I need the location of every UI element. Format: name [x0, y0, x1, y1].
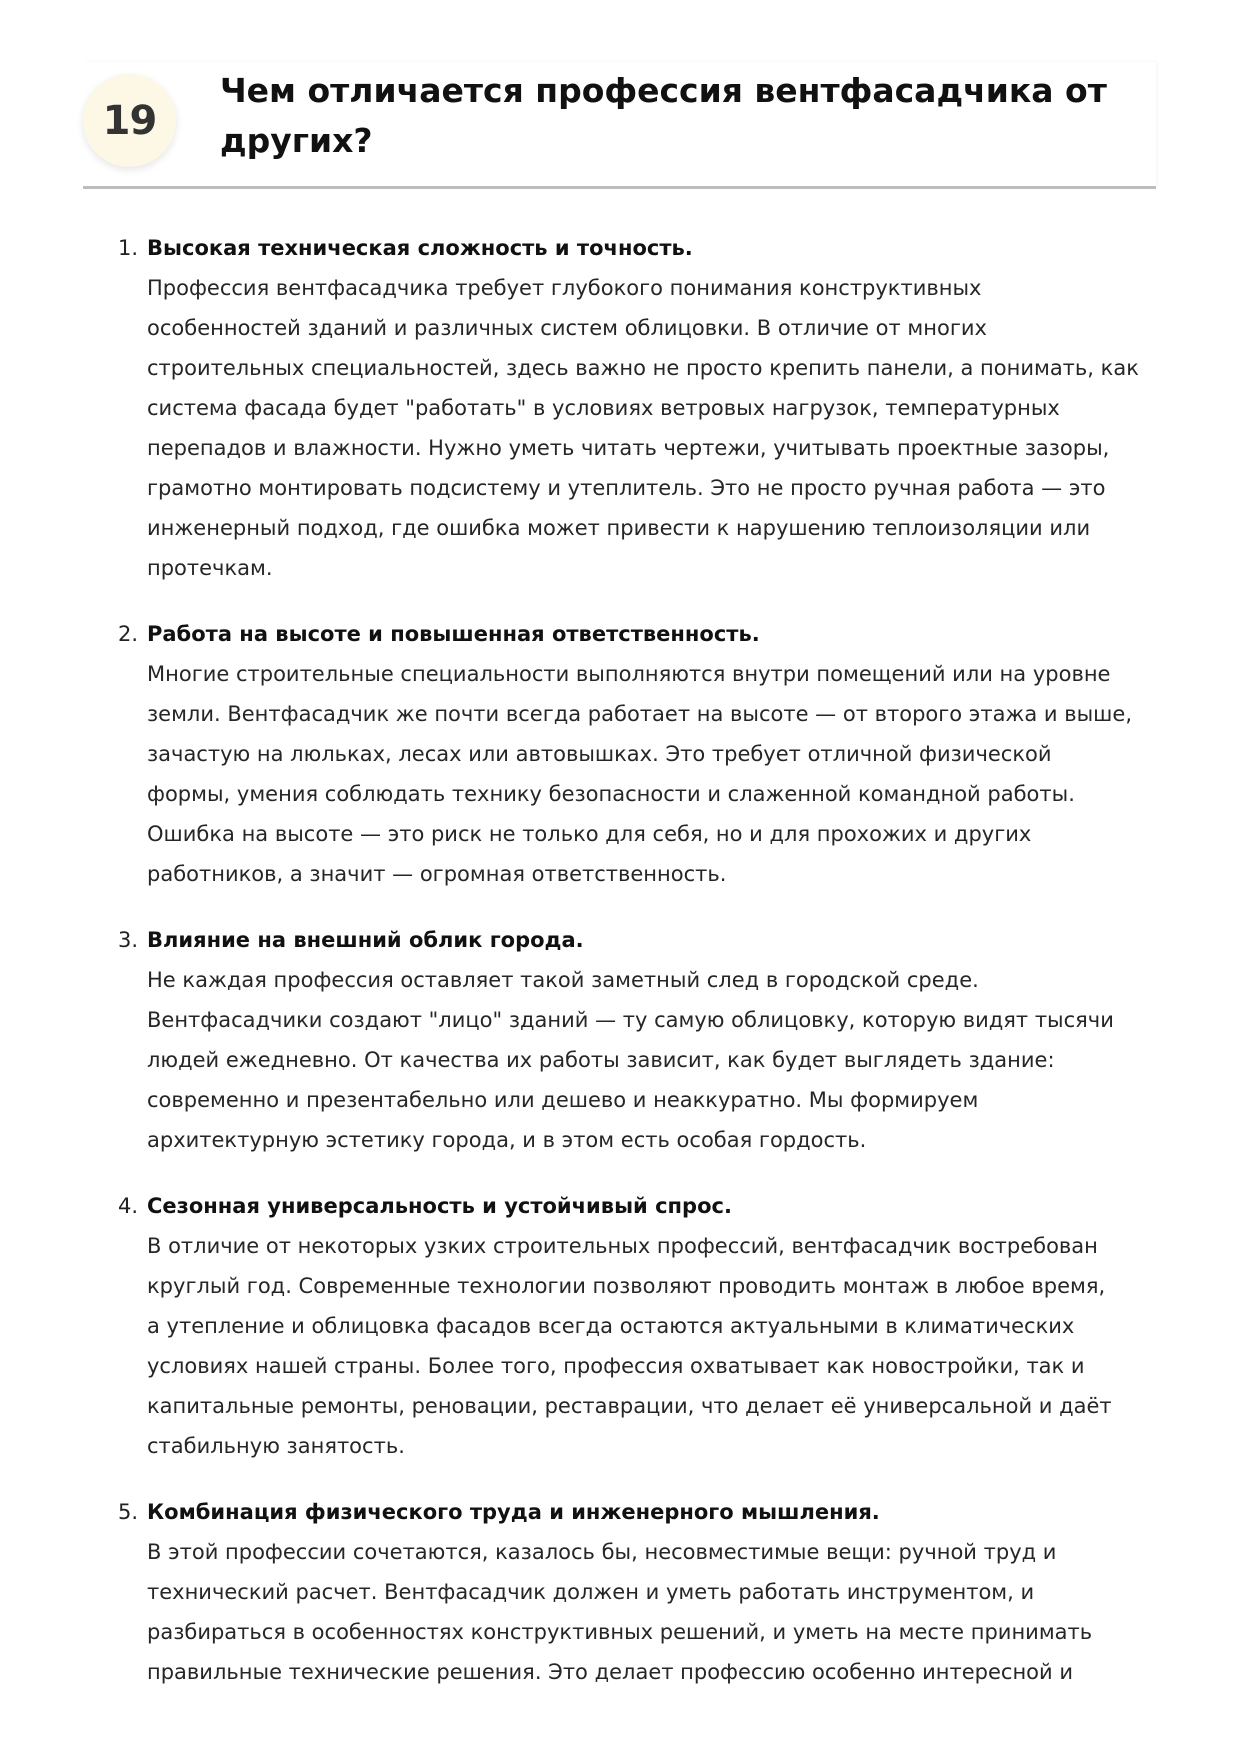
text-line: Многие строительные специальности выполняются внутри помещений или на уровне [147, 662, 1111, 686]
text-line: особенностей зданий и различных систем облицовки. В отличие от многих [147, 316, 987, 340]
item-body [147, 1226, 1168, 1466]
title-line: Чем отличается профессия вентфасадчика от [220, 71, 1107, 110]
text-line: система фасада будет "работать" в условиях ветровых нагрузок, температурных [147, 396, 1060, 420]
text-line: перепадов и влажности. Нужно уметь читать чертежи, учитывать проектные зазоры, [147, 436, 1110, 460]
item-number: 2. [118, 622, 139, 646]
item-heading: Сезонная универсальность и устойчивый спрос. [147, 1194, 732, 1218]
text-line: Не каждая профессия оставляет такой заметный след в городской среде. [147, 968, 979, 992]
item-body [147, 654, 1168, 894]
text-line: условиях нашей страны. Более того, профессия охватывает как новостройки, так и [147, 1354, 1085, 1378]
item-number: 4. [118, 1194, 139, 1218]
item-number: 1. [118, 236, 139, 260]
text-line: капитальные ремонты, реновации, реставрации, что делает её универсальной и даёт [147, 1394, 1112, 1418]
text-line: а утепление и облицовка фасадов всегда остаются актуальными в климатических [147, 1314, 1075, 1338]
text-line: земли. Вентфасадчик же почти всегда работает на высоте — от второго этажа и выше, [147, 702, 1132, 726]
text-line: строительных специальностей, здесь важно не просто крепить панели, а понимать, как [147, 356, 1139, 380]
text-line: формы, умения соблюдать технику безопасности и слаженной командной работы. [147, 782, 1075, 806]
article-body [118, 228, 1168, 1718]
text-line: В отличие от некоторых узких строительных профессий, вентфасадчик востребован [147, 1234, 1098, 1258]
item-body [147, 1532, 1168, 1692]
list-item [118, 920, 1168, 1160]
item-number: 3. [118, 928, 139, 952]
text-line: разбираться в особенностях конструктивных решений, и уметь на месте принимать [147, 1620, 1093, 1644]
text-line: технический расчет. Вентфасадчик должен и уметь работать инструментом, и [147, 1580, 1035, 1604]
text-line: людей ежедневно. От качества их работы зависит, как будет выглядеть здание: [147, 1048, 1055, 1072]
item-heading: Работа на высоте и повышенная ответственность. [147, 622, 760, 646]
text-line: круглый год. Современные технологии позволяют проводить монтаж в любое время, [147, 1274, 1106, 1298]
item-heading: Комбинация физического труда и инженерного мышления. [147, 1500, 880, 1524]
section-header [83, 62, 1156, 189]
list-item [118, 1186, 1168, 1466]
text-line: архитектурную эстетику города, и в этом есть особая гордость. [147, 1128, 867, 1152]
text-line: В этой профессии сочетаются, казалось бы, несовместимые вещи: ручной труд и [147, 1540, 1057, 1564]
text-line: стабильную занятость. [147, 1434, 405, 1458]
item-heading: Высокая техническая сложность и точность. [147, 236, 693, 260]
list-item [118, 1492, 1168, 1692]
item-heading: Влияние на внешний облик города. [147, 928, 584, 952]
text-line: грамотно монтировать подсистему и утеплитель. Это не просто ручная работа — это [147, 476, 1106, 500]
page-title [220, 66, 1120, 166]
list-item [118, 614, 1168, 894]
item-number: 5. [118, 1500, 139, 1524]
list-item [118, 228, 1168, 588]
text-line: зачастую на люльках, лесах или автовышках. Это требует отличной физической [147, 742, 1052, 766]
text-line: протечкам. [147, 556, 273, 580]
text-line: инженерный подход, где ошибка может привести к нарушению теплоизоляции или [147, 516, 1091, 540]
numbered-list [118, 228, 1168, 1692]
text-line: современно и презентабельно или дешево и неаккуратно. Мы формируем [147, 1088, 979, 1112]
title-line: других? [220, 121, 373, 160]
item-body [147, 960, 1168, 1160]
text-line: правильные технические решения. Это делает профессию особенно интересной и [147, 1660, 1073, 1684]
text-line: Ошибка на высоте — это риск не только для себя, но и для прохожих и других [147, 822, 1032, 846]
text-line: Профессия вентфасадчика требует глубокого понимания конструктивных [147, 276, 982, 300]
text-line: Вентфасадчики создают "лицо" зданий — ту самую облицовку, которую видят тысячи [147, 1008, 1114, 1032]
text-line: работников, а значит — огромная ответственность. [147, 862, 727, 886]
item-body [147, 268, 1168, 588]
section-number-badge: 19 [83, 74, 176, 167]
